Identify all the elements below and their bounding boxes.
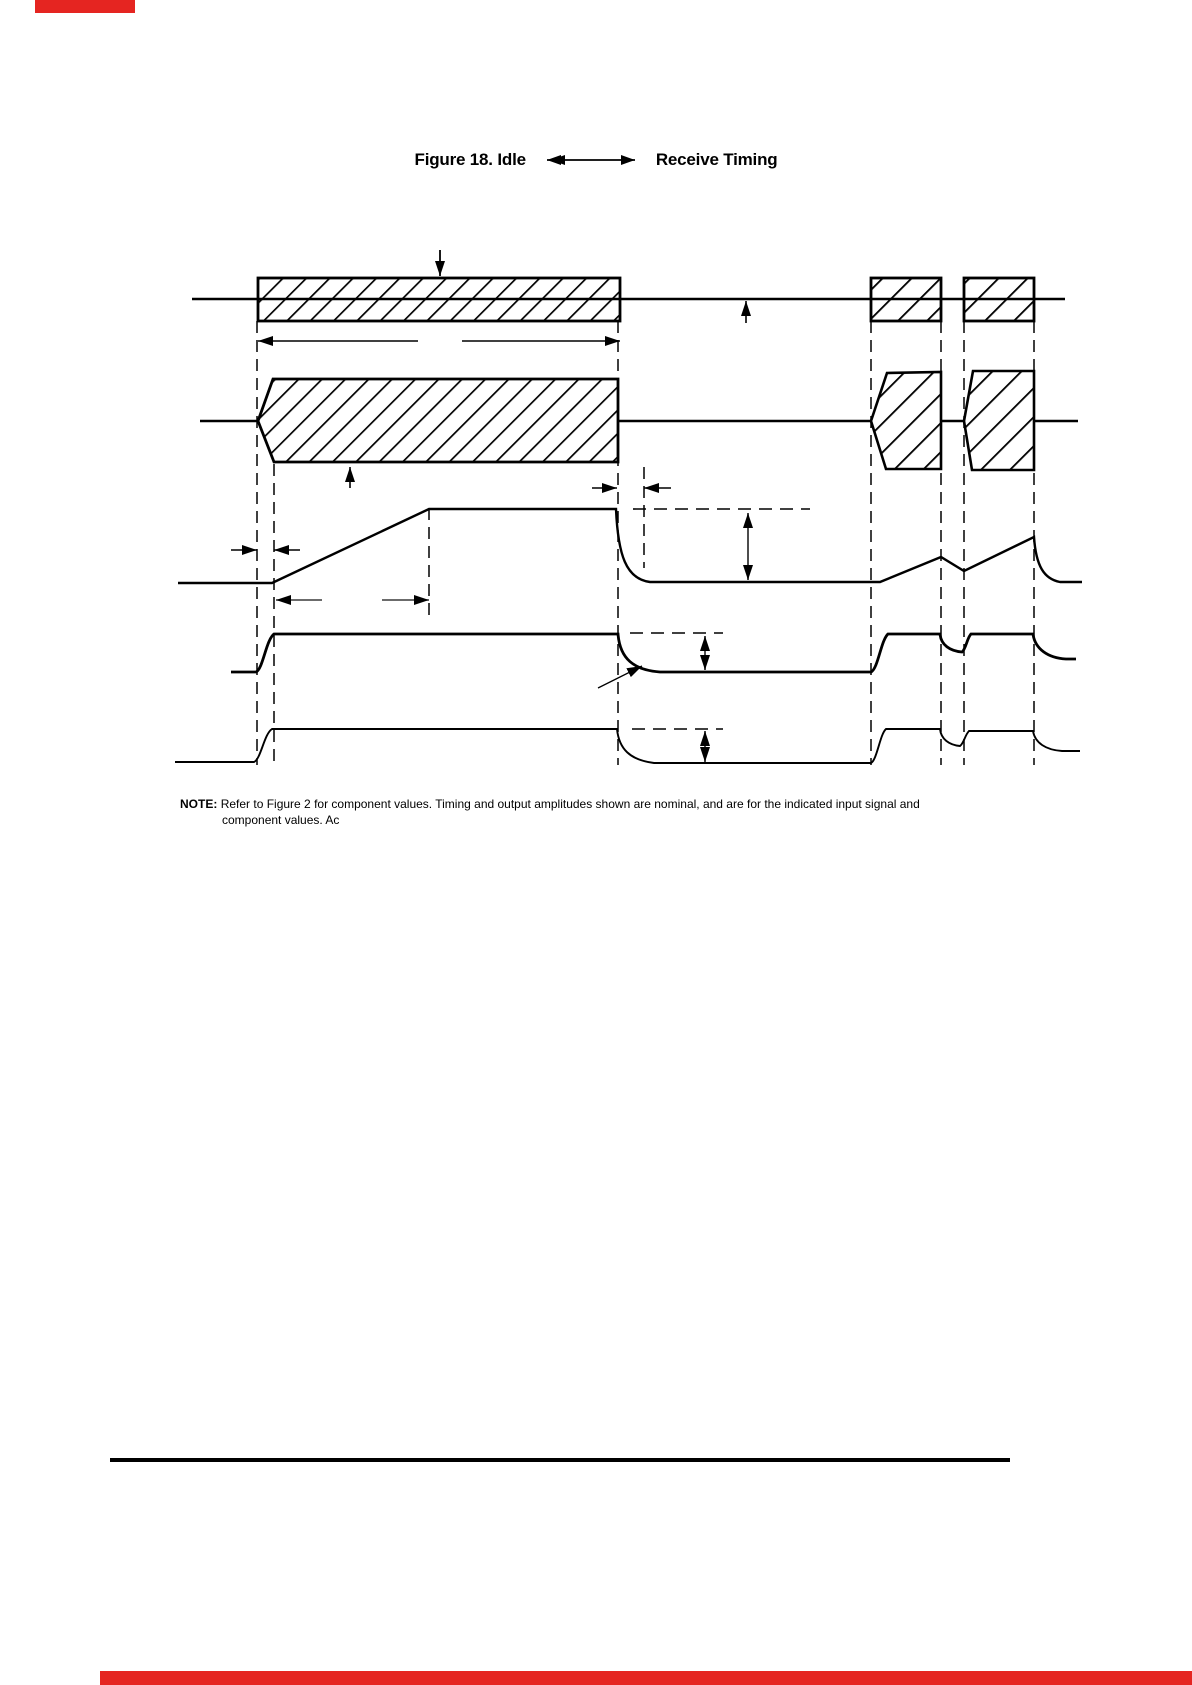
row5-waveform [175, 729, 1080, 763]
redaction-mark-bottom [100, 1671, 1192, 1685]
figure-title-prefix: Figure 18. Idle [414, 150, 526, 169]
output-waveform-row-5 [175, 729, 1080, 763]
row2-burst-b [964, 371, 1034, 470]
note-text-line1: Refer to Figure 2 for component values. Timing and output amplitudes shown are nominal, and are for the indicated input signal and [220, 797, 920, 811]
row3-waveform [178, 509, 1082, 583]
note [180, 796, 980, 828]
row1-burst-b [964, 278, 1034, 321]
note-text-line2: component values. Ac [222, 813, 340, 827]
signal-row-2 [200, 371, 1078, 488]
row1-burst-a [871, 278, 941, 321]
ramp-waveform-row [178, 488, 1082, 600]
note-label: NOTE: [180, 797, 218, 811]
footer-rule [110, 1458, 1010, 1462]
row4-waveform [231, 634, 1076, 672]
row2-burst-main [258, 379, 618, 462]
row2-burst-a [871, 372, 941, 469]
row4-callout-arrow [598, 666, 642, 688]
figure-title-suffix: Receive Timing [655, 150, 778, 169]
signal-row-1 [192, 250, 1065, 341]
row1-burst-main [258, 278, 620, 321]
output-waveform-row-4 [231, 633, 1076, 688]
